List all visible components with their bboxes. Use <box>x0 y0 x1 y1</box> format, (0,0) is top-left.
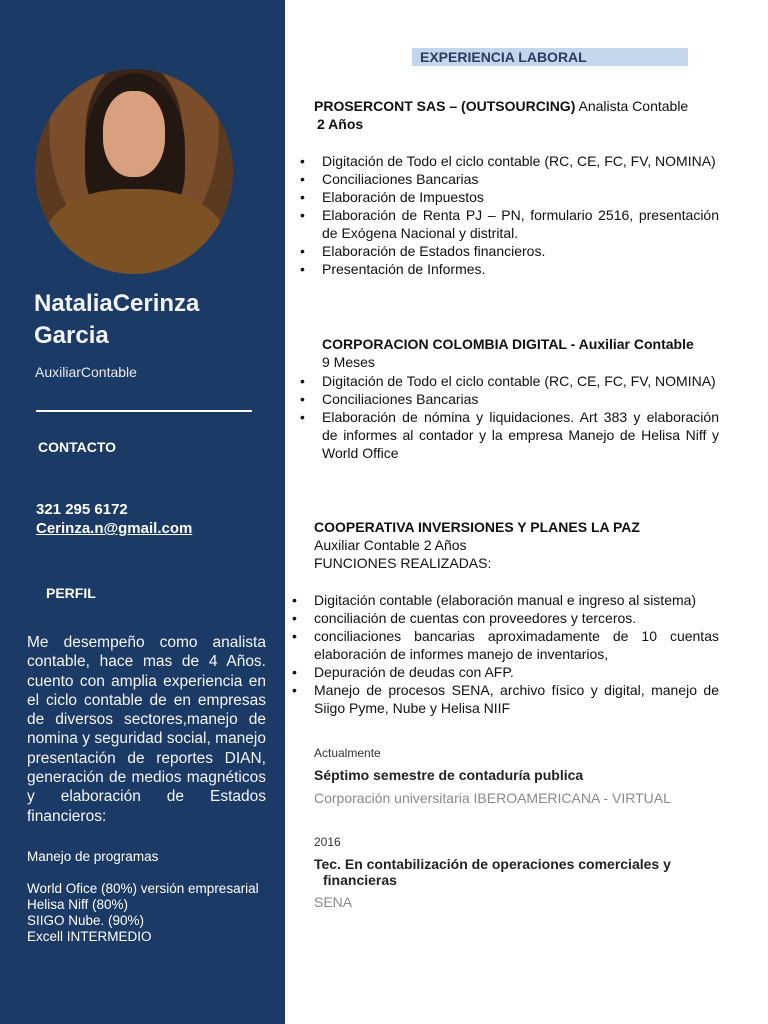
program-item: SIIGO Nube. (90%) <box>27 913 145 928</box>
name-line-2: Garcia <box>34 322 109 349</box>
education-2 <box>314 833 754 911</box>
education-2-title <box>314 856 754 888</box>
perfil-text: Me desempeño como analista contable, hace mas de 4 Años. cuento con amplia experiencia en el ciclo contable de en empresas de diversos sectores,manejo de nomina y seguridad social, manejo presentación de reportes DIAN, generación de medios magnéticos y elaboración de Estados financieros: <box>27 634 266 825</box>
job-3-functions-title: FUNCIONES REALIZADAS: <box>314 555 492 571</box>
main-content <box>285 0 768 1024</box>
job-1-company: PROSERCONT SAS – (OUTSOURCING) <box>314 98 576 114</box>
job-1-list <box>322 152 719 278</box>
job-1-item: • Presentación de Informes. <box>322 260 719 278</box>
job-2-item: • Conciliaciones Bancarias <box>322 390 719 408</box>
profile-photo <box>35 69 233 274</box>
job-1-item: • Conciliaciones Bancarias <box>322 170 719 188</box>
job-1-item: • Digitación de Todo el ciclo contable (RC, CE, FC, FV, NOMINA) <box>322 152 719 170</box>
job-2-list <box>322 372 719 462</box>
phone-number: 321 295 6172 <box>36 501 128 518</box>
program-item: World Ofice (80%) versión empresarial <box>27 881 259 896</box>
programs-heading: Manejo de programas <box>27 849 159 864</box>
education-1-institution: Corporación universitaria IBEROAMERICANA - VIRTUAL <box>314 790 671 806</box>
education-1-period: Actualmente <box>314 746 381 760</box>
program-item: Excell INTERMEDIO <box>27 929 152 944</box>
job-3-item: • conciliaciones bancarias aproximadamente de 10 cuentas elaboración de informes manejo de inventarios, <box>314 627 719 663</box>
job-2-duration: 9 Meses <box>322 354 375 370</box>
job-2-header <box>322 335 762 371</box>
job-2-company: CORPORACION COLOMBIA DIGITAL - Auxiliar Contable <box>322 336 694 352</box>
job-1-role: Analista Contable <box>575 98 689 114</box>
job-2-item: • Elaboración de nómina y liquidaciones. Art 383 y elaboración de informes al contador y la empresa Manejo de Helisa Niff y World Office <box>322 408 719 462</box>
job-3-item: • Digitación contable (elaboración manual e ingreso al sistema) <box>314 591 719 609</box>
job-3-list <box>314 591 719 717</box>
education-1-title: Séptimo semestre de contaduría publica <box>314 767 584 783</box>
divider <box>36 410 252 412</box>
job-1-header <box>314 97 754 133</box>
education-2-institution: SENA <box>314 894 353 910</box>
experience-heading: EXPERIENCIA LABORAL <box>412 48 688 66</box>
job-1-duration: 2 Años <box>317 116 364 132</box>
job-3-header <box>314 518 754 572</box>
job-1-item: • Elaboración de Renta PJ – PN, formulario 2516, presentación de Exógena Nacional y distrital. <box>322 206 719 242</box>
job-3-item: • conciliación de cuentas con proveedores y terceros. <box>314 609 719 627</box>
education-2-title-line2: financieras <box>323 872 397 888</box>
job-3-item: • Manejo de procesos SENA, archivo físico y digital, manejo de Siigo Pyme, Nube y Helisa NIIF <box>314 681 719 717</box>
perfil-heading: PERFIL <box>46 585 96 601</box>
name-line-1: NataliaCerinza <box>34 290 200 317</box>
candidate-name <box>34 288 274 352</box>
programs-list <box>27 881 259 945</box>
program-item: Helisa Niff (80%) <box>27 897 129 912</box>
job-3-item: • Depuración de deudas con AFP. <box>314 663 719 681</box>
job-3-role: Auxiliar Contable 2 Años <box>314 537 467 553</box>
education-1 <box>314 744 754 807</box>
job-2-item: • Digitación de Todo el ciclo contable (RC, CE, FC, FV, NOMINA) <box>322 372 719 390</box>
photo-face <box>103 91 165 177</box>
email-link[interactable]: Cerinza.n@gmail.com <box>36 520 193 537</box>
sidebar <box>0 0 285 1024</box>
job-1-item: • Elaboración de Estados financieros. <box>322 242 719 260</box>
education-2-period: 2016 <box>314 835 341 849</box>
job-title: AuxiliarContable <box>35 364 137 380</box>
job-3-company: COOPERATIVA INVERSIONES Y PLANES LA PAZ <box>314 519 640 535</box>
education-2-title-line1: Tec. En contabilización de operaciones comerciales y <box>314 856 671 872</box>
photo-shirt <box>45 189 225 274</box>
job-1-item: • Elaboración de Impuestos <box>322 188 719 206</box>
contact-heading: CONTACTO <box>38 439 117 455</box>
